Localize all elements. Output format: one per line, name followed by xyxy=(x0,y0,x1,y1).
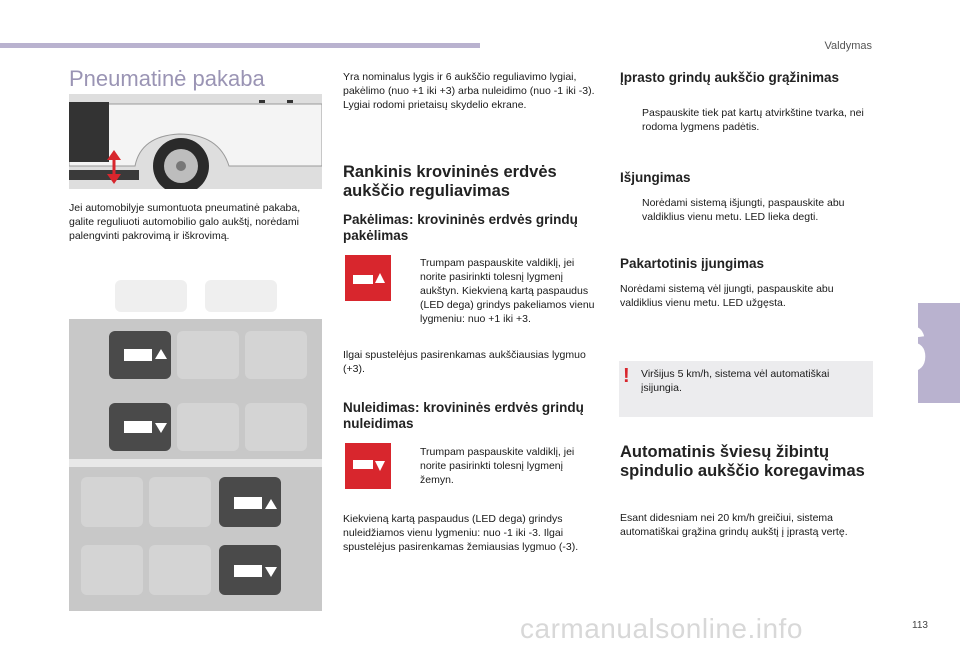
auto-text: Esant didesniam nei 20 km/h greičiui, sistema automatiškai grąžina grindų aukštį į įprastą vertę. xyxy=(620,512,848,538)
section-name: Valdymas xyxy=(824,40,872,52)
van-rear-illustration xyxy=(69,94,322,189)
manual-adjust-heading: Rankinis krovininės erdvės aukščio reguliavimas xyxy=(343,163,557,200)
chapter-number: 6 xyxy=(892,313,928,385)
page-number: 113 xyxy=(912,620,928,631)
control-buttons-illustration xyxy=(69,319,322,611)
warning-icon: ! xyxy=(623,365,630,387)
raise-note: Ilgai spustelėjus pasirenkamas aukščiausias lygmuo (+3). xyxy=(343,349,586,375)
raise-heading: Pakėlimas: krovininės erdvės grindų pakėlimas xyxy=(343,212,578,243)
page-title: Pneumatinė pakaba xyxy=(69,66,265,91)
intro-text: Jei automobilyje sumontuota pneumatinė pakaba, galite reguliuoti automobilio galo aukštį, norėdami palengvinti pakrovimą ir iškrovimą. xyxy=(69,202,301,242)
reon-heading: Pakartotinis įjungimas xyxy=(620,256,765,271)
watermark: carmanualsonline.info xyxy=(520,613,803,644)
raise-control-icon xyxy=(345,255,391,301)
reon-text: Norėdami sistemą vėl įjungti, paspauskite abu valdiklius vienu metu. LED užgęsta. xyxy=(620,283,834,309)
button-right-preview xyxy=(205,280,277,312)
restore-bullet: Paspauskite tiek pat kartų atvirkštine tvarka, nei rodoma lygmens padėtis. xyxy=(642,107,864,133)
button-left-preview xyxy=(115,280,187,312)
lower-note: Kiekvieną kartą paspaudus (LED dega) grindys nuleidžiamos vienu lygmeniu: nuo -1 iki -3. Ilgai spustelėjus pasirenkamas žemiausias lygmuo (-3). xyxy=(343,513,579,553)
off-bullet: Norėdami sistemą išjungti, paspauskite abu valdiklius vienu metu. LED lieka degti. xyxy=(642,197,845,223)
header-accent-bar xyxy=(0,43,480,48)
raise-bullet: Trumpam paspauskite valdiklį, jei norite pasirinkti tolesnį lygmenį aukštyn. Kiekvieną kartą paspaudus (LED dega) grindys pakeliamos vienu lygmeniu: nuo +1 iki +3. xyxy=(420,257,595,325)
lower-control-icon xyxy=(345,443,391,489)
levels-intro: Yra nominalus lygis ir 6 aukščio reguliavimo lygiai, pakėlimo (nuo +1 iki +3) arba nuleidimo (nuo -1 iki -3). Lygiai rodomi prietaisų skydelio ekrane. xyxy=(343,71,595,111)
lower-bullet: Trumpam paspauskite valdiklį, jei norite pasirinkti tolesnį lygmenį žemyn. xyxy=(420,446,575,486)
restore-heading: Įprasto grindų aukščio grąžinimas xyxy=(620,70,840,85)
chapter-tab xyxy=(892,303,960,403)
off-heading: Išjungimas xyxy=(620,170,691,185)
warning-text: Viršijus 5 km/h, sistema vėl automatiškai įsijungia. xyxy=(641,368,830,394)
lower-heading: Nuleidimas: krovininės erdvės grindų nuleidimas xyxy=(343,400,584,431)
warning-box xyxy=(619,361,873,417)
auto-heading: Automatinis šviesų žibintų spindulio aukščio koregavimas xyxy=(620,443,865,480)
